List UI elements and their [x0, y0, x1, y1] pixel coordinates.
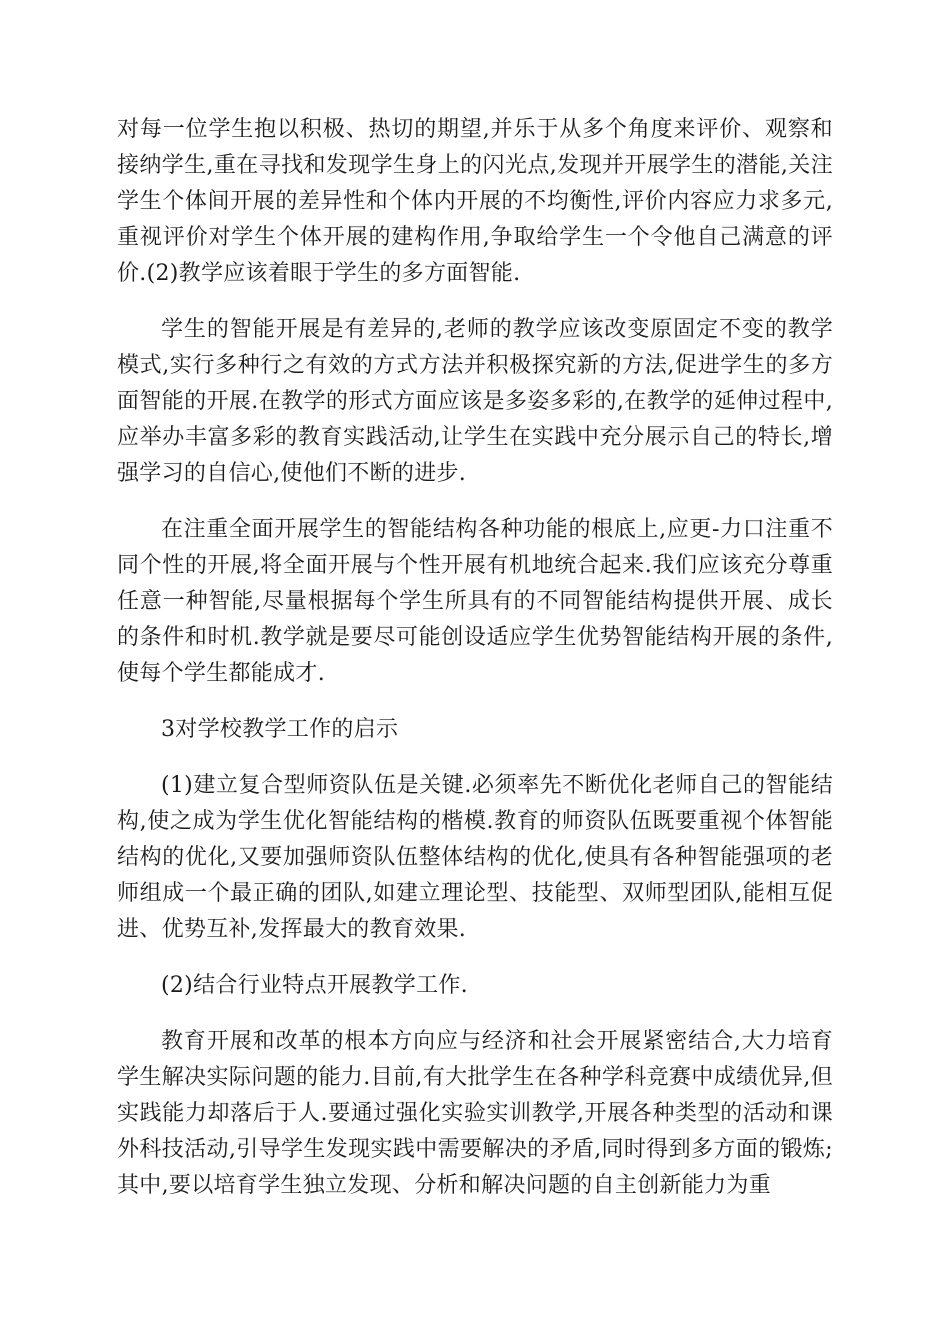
- section-heading: 3对学校教学工作的启示: [161, 717, 399, 742]
- paragraph-3: 在注重全面开展学生的智能结构各种功能的根底上,应更-力口注重不同个性的开展,将全面开展与个性开展有机地统合起来.我们应该充分尊重任意一种智能,尽量根据每个学生所具有的不同智能结构提供开展、成长的条件和时机.教学就是要尽可能创设适应学生优势智能结构开展的条件,使每个学生都能成才.: [117, 517, 833, 686]
- paragraph-6: 教育开展和改革的根本方向应与经济和社会开展紧密结合,大力培育学生解决实际问题的能力.目前,有大批学生在各种学科竞赛中成绩优异,但实践能力却落后于人.要通过强化实验实训教学,开展各种类型的活动和课外科技活动,引导学生发现实践中需要解决的矛盾,同时得到多方面的锻炼;其中,要以培育学生独立发现、分析和解决问题的自主创新能力为重: [117, 1029, 833, 1198]
- document-body: [117, 112, 833, 1224]
- paragraph-5: (2)结合行业特点开展教学工作.: [161, 973, 468, 998]
- paragraph-2: 学生的智能开展是有差异的,老师的教学应该改变原固定不变的教学模式,实行多种行之有效的方式方法并积极探究新的方法,促进学生的多方面智能的开展.在教学的形式方面应该是多姿多彩的,在教学的延伸过程中,应举办丰富多彩的教育实践活动,让学生在实践中充分展示自己的特长,增强学习的自信心,使他们不断的进步.: [117, 317, 833, 486]
- paragraph-1: 对每一位学生抱以积极、热切的期望,并乐于从多个角度来评价、观察和接纳学生,重在寻找和发现学生身上的闪光点,发现并开展学生的潜能,关注学生个体间开展的差异性和个体内开展的不均衡性,评价内容应力求多元,重视评价对学生个体开展的建构作用,争取给学生一个令他自己满意的评价.(2)教学应该着眼于学生的多方面智能.: [117, 117, 833, 286]
- paragraph-4: (1)建立复合型师资队伍是关键.必须率先不断优化老师自己的智能结构,使之成为学生优化智能结构的楷模.教育的师资队伍既要重视个体智能结构的优化,又要加强师资队伍整体结构的优化,使具有各种智能强项的老师组成一个最正确的团队,如建立理论型、技能型、双师型团队,能相互促进、优势互补,发挥最大的教育效果.: [117, 773, 833, 942]
